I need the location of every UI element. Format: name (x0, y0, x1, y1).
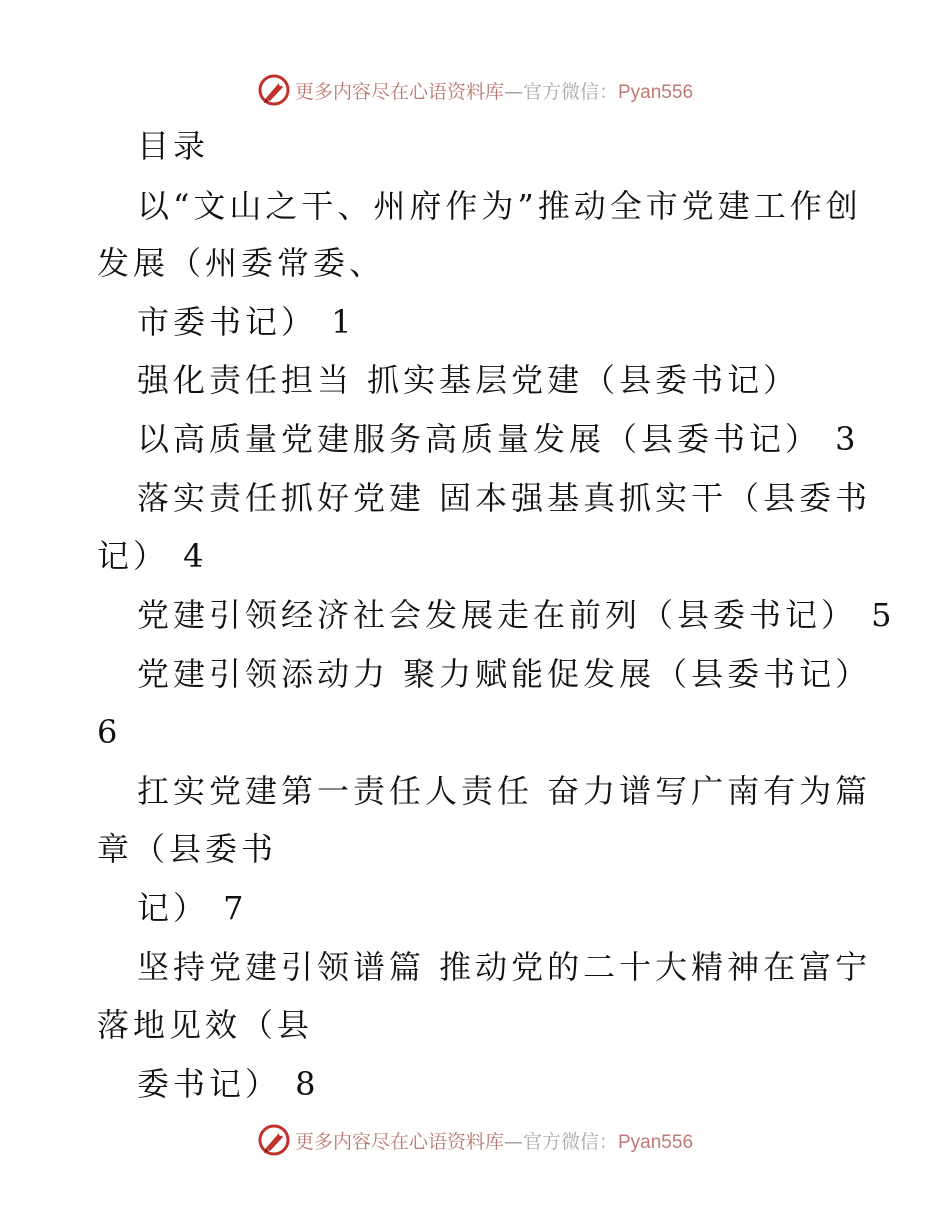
banner-main-text: 更多内容尽在心语资料库 (294, 1130, 504, 1153)
toc-line: 坚持党建引领谱篇 推动党的二十大精神在富宁 (137, 948, 872, 986)
toc-line: 记） 7 (137, 889, 248, 927)
toc-line: 落地见效（县 (97, 1006, 314, 1044)
toc-line: 以高质量党建服务高质量发展（县委书记） 3 (137, 420, 860, 458)
toc-line: 委书记） 8 (137, 1065, 320, 1103)
toc-line: 落实责任抓好党建 固本强基真抓实干（县委书 (137, 479, 872, 517)
banner-main-text: 更多内容尽在心语资料库 (294, 80, 504, 103)
toc-line: 以“文山之干、州府作为”推动全市党建工作创 (137, 187, 862, 225)
toc-line: 发展（州委常委、 (97, 244, 386, 282)
toc-line: 记） 4 (97, 537, 208, 575)
toc-line: 市委书记） 1 (137, 303, 356, 341)
toc-line: 章（县委书 (97, 830, 278, 868)
banner-content (257, 1123, 693, 1157)
banner-text (295, 1127, 693, 1154)
toc-title: 目录 (137, 127, 210, 165)
banner-dash: — (503, 1130, 523, 1153)
banner-text (295, 77, 693, 104)
header-banner (0, 70, 950, 110)
banner-wechat-id: Pyan556 (618, 81, 694, 103)
banner-dash: — (503, 80, 523, 103)
banner-content (257, 73, 693, 107)
banner-wechat-id: Pyan556 (618, 1131, 694, 1153)
toc-line: 党建引领经济社会发展走在前列（县委书记） 5 (137, 596, 896, 634)
pen-logo-icon (257, 1123, 291, 1157)
toc-line: 强化责任担当 抓实基层党建（县委书记） (137, 361, 800, 399)
footer-banner (0, 1120, 950, 1160)
toc-line: 扛实党建第一责任人责任 奋力谱写广南有为篇 (137, 772, 872, 810)
pen-logo-icon (257, 73, 291, 107)
toc-line: 6 (97, 713, 122, 751)
banner-label: 官方微信： (522, 80, 618, 103)
banner-label: 官方微信： (522, 1130, 618, 1153)
toc-line: 党建引领添动力 聚力赋能促发展（县委书记） (137, 655, 872, 693)
